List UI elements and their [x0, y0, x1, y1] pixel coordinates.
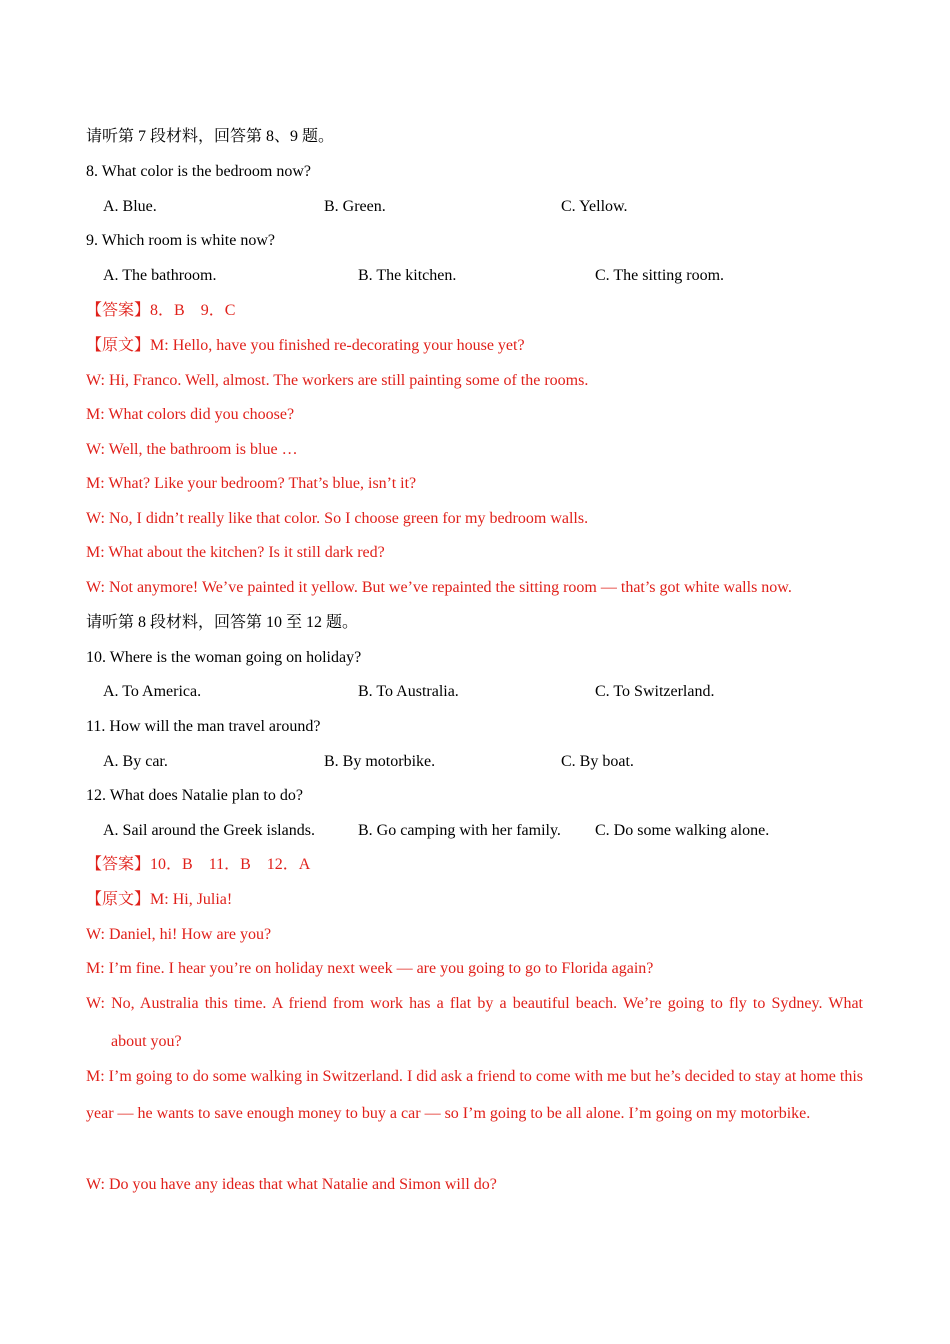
question-11-option-a: A. By car. [103, 753, 168, 770]
transcript-tag: 【原文】 [86, 891, 151, 908]
question-10-option-b: B. To Australia. [358, 683, 459, 700]
question-11-option-c: C. By boat. [561, 753, 634, 770]
transcript-paragraph: M: I’m going to do some walking in Switzerland. I did ask a friend to come with me but he’s decided to stay at home this year — he wants to save enough money to buy a car — so I’m going to be all alone. I’m going on my motorbike. [86, 1068, 863, 1122]
transcript-line [86, 336, 525, 356]
transcript-line: M: I’m fine. I hear you’re on holiday next week — are you going to go to Florida again? [86, 960, 654, 977]
question-9-option-c: C. The sitting room. [595, 267, 725, 284]
transcript-line: W: Hi, Franco. Well, almost. The workers are still painting some of the rooms. [86, 372, 589, 389]
question-8-option-a: A. Blue. [103, 198, 157, 215]
question-12-stem: 12. What does Natalie plan to do? [86, 787, 303, 804]
answer-text: 10．B 11．B 12．A [150, 856, 311, 873]
question-10-option-a: A. To America. [103, 683, 202, 700]
transcript-text: M: Hi, Julia! [150, 891, 233, 908]
question-9-stem: 9. Which room is white now? [86, 232, 276, 249]
transcript-line: W: No, I didn’t really like that color. So I choose green for my bedroom walls. [86, 510, 589, 527]
transcript-line: M: What? Like your bedroom? That’s blue, isn’t it? [86, 475, 417, 492]
transcript-line: M: What about the kitchen? Is it still dark red? [86, 544, 385, 561]
question-9-option-a: A. The bathroom. [103, 267, 217, 284]
transcript-line: W: Not anymore! We’ve painted it yellow. But we’ve repainted the sitting room — that’s got white walls now. [86, 579, 792, 596]
transcript-line-continuation: about you? [111, 1033, 182, 1050]
answer-tag: 【答案】 [86, 302, 151, 319]
question-10-option-c: C. To Switzerland. [595, 683, 715, 700]
answer-line-section-7 [86, 301, 235, 321]
question-10-stem: 10. Where is the woman going on holiday? [86, 649, 362, 666]
question-12-option-b: B. Go camping with her family. [358, 822, 561, 839]
transcript-line: W: Well, the bathroom is blue … [86, 441, 298, 458]
transcript-text: M: Hello, have you finished re-decorating your house yet? [150, 337, 525, 354]
question-11-stem: 11. How will the man travel around? [86, 718, 321, 735]
answer-tag: 【答案】 [86, 856, 151, 873]
transcript-tag: 【原文】 [86, 337, 151, 354]
answer-line-section-8 [86, 855, 310, 875]
transcript-line: M: What colors did you choose? [86, 406, 295, 423]
transcript-line: W: Do you have any ideas that what Natalie and Simon will do? [86, 1176, 497, 1193]
answer-text: 8．B 9．C [150, 302, 236, 319]
section-7-instruction: 请听第 7 段材料，回答第 8、9 题。 [86, 128, 335, 145]
section-8-instruction: 请听第 8 段材料，回答第 10 至 12 题。 [86, 614, 359, 631]
transcript-line: W: No, Australia this time. A friend from work has a flat by a beautiful beach. We’re going to fly to Sydney. What [86, 995, 863, 1012]
question-12-option-c: C. Do some walking alone. [595, 822, 770, 839]
question-8-stem: 8. What color is the bedroom now? [86, 163, 311, 180]
transcript-line: W: Daniel, hi! How are you? [86, 926, 272, 943]
question-8-option-b: B. Green. [324, 198, 386, 215]
question-9-option-b: B. The kitchen. [358, 267, 457, 284]
transcript-line [86, 890, 232, 910]
question-11-option-b: B. By motorbike. [324, 753, 436, 770]
question-12-option-a: A. Sail around the Greek islands. [103, 822, 315, 839]
question-8-option-c: C. Yellow. [561, 198, 628, 215]
